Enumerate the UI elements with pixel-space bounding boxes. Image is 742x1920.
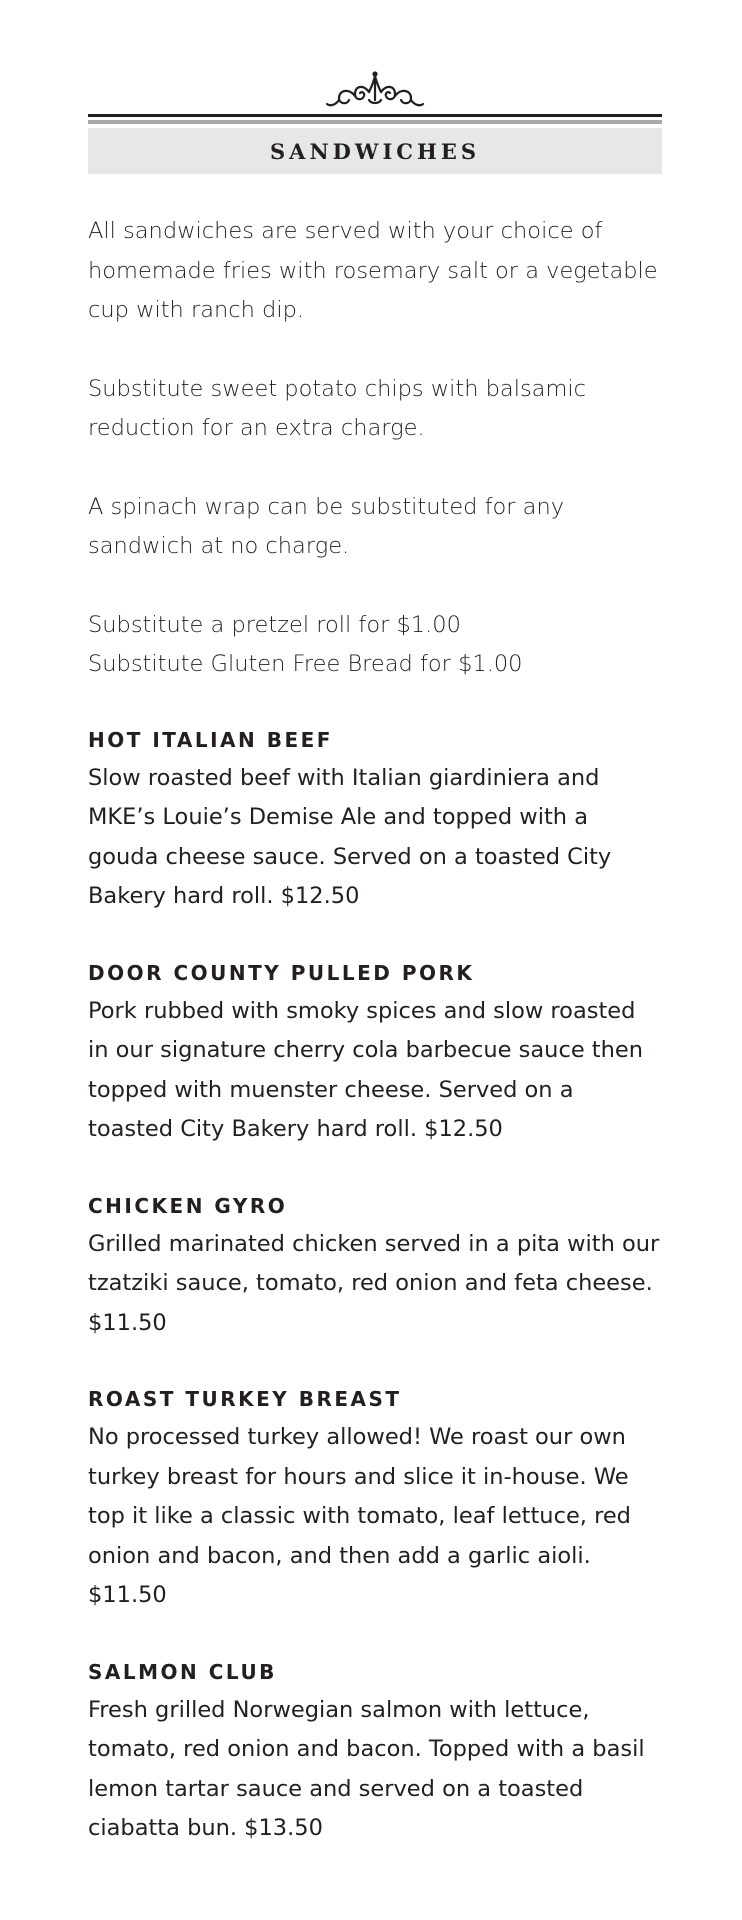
flourish-ornament-icon: [325, 70, 425, 114]
menu-page: [88, 70, 662, 1888]
menu-item-name: SALMON CLUB: [88, 1659, 277, 1684]
menu-item: [88, 956, 662, 1150]
menu-item-name: ROAST TURKEY BREAST: [88, 1387, 402, 1411]
menu-item-name: HOT ITALIAN BEEF: [88, 727, 333, 752]
menu-item: [88, 1189, 662, 1344]
menu-item-name: CHICKEN GYRO: [88, 1193, 288, 1218]
section-title: SANDWICHES: [270, 138, 480, 164]
menu-item-description: No processed turkey allowed! We roast our own turkey breast for hours and slice it in-house. We top it like a classic with tomato, leaf lettuce, red onion and bacon, and then add a garlic aioli. $11.50: [88, 1424, 631, 1608]
gluten-free-substitution: Substitute Gluten Free Bread for $1.00: [88, 651, 523, 677]
section-header: [88, 128, 662, 174]
substitution-list: [88, 606, 662, 685]
intro-paragraph: All sandwiches are served with your choice of homemade fries with rosemary salt or a vegetable cup with ranch dip.: [88, 218, 658, 323]
menu-item-name: DOOR COUNTY PULLED PORK: [88, 960, 475, 985]
menu-item: [88, 1655, 662, 1849]
menu-item: [88, 723, 662, 917]
gray-rule: [88, 120, 662, 124]
wrap-note: A spinach wrap can be substituted for any sandwich at no charge.: [88, 493, 565, 559]
menu-item-description: Slow roasted beef with Italian giardiniera and MKE’s Louie’s Demise Ale and topped with a gouda cheese sauce. Served on a toasted City Bakery hard roll. $12.50: [88, 764, 612, 909]
intro-notes: [88, 212, 662, 685]
substitution-note: Substitute sweet potato chips with balsamic reduction for an extra charge.: [88, 375, 586, 441]
pretzel-substitution: Substitute a pretzel roll for $1.00: [88, 611, 461, 638]
menu-item-description: Pork rubbed with smoky spices and slow roasted in our signature cherry cola barbecue sauce then topped with muenster cheese. Served on a toasted City Bakery hard roll. $12.50: [88, 997, 643, 1142]
menu-item-description: Fresh grilled Norwegian salmon with lettuce, tomato, red onion and bacon. Topped with a basil lemon tartar sauce and served on a toasted ciabatta bun. $13.50: [88, 1696, 645, 1841]
menu-item: [88, 1382, 662, 1616]
menu-item-description: Grilled marinated chicken served in a pita with our tzatziki sauce, tomato, red onion and feta cheese. $11.50: [88, 1230, 660, 1336]
